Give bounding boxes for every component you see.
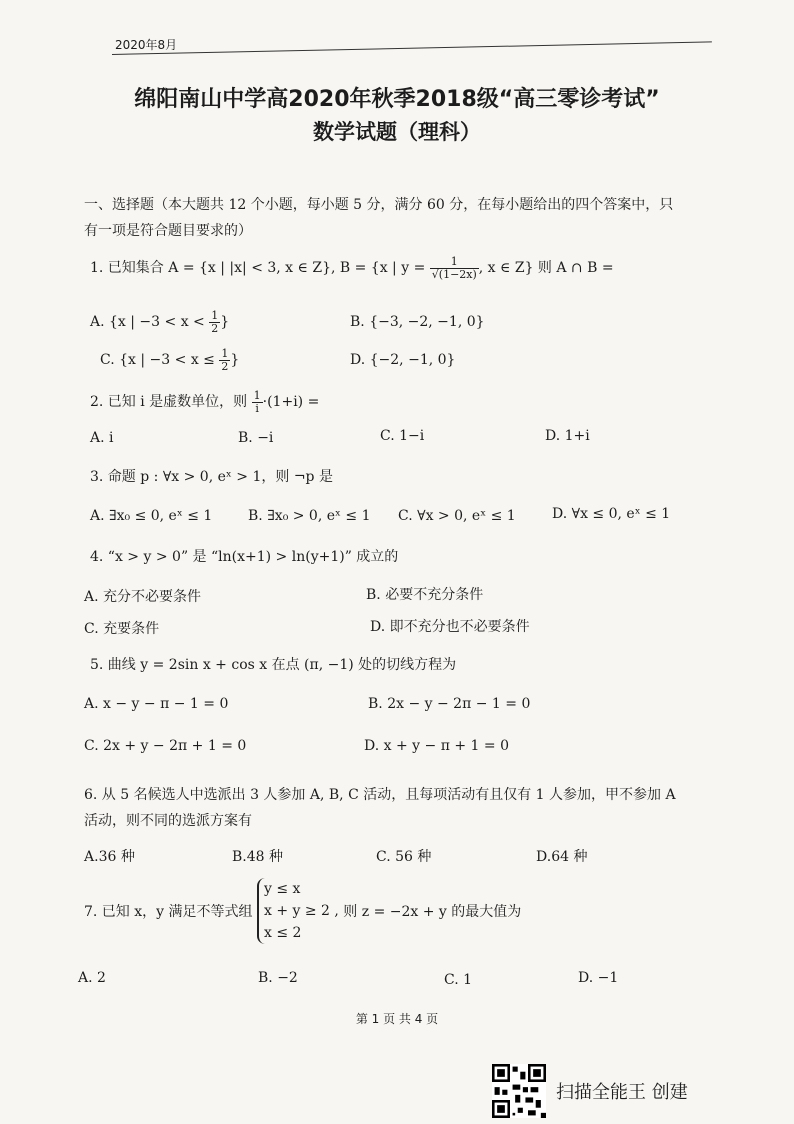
date-header: 2020年8月 bbox=[115, 38, 178, 52]
question-4-option-b: B. 必要不充分条件 bbox=[366, 587, 484, 603]
question-2-option-a: A. i bbox=[90, 430, 114, 446]
question-3-stem: 3. 命题 p : ∀x > 0, eˣ > 1，则 ¬p 是 bbox=[90, 469, 333, 485]
exam-subtitle: 数学试题（理科） bbox=[313, 120, 481, 144]
page-number: 第 1 页 共 4 页 bbox=[355, 1012, 439, 1026]
question-6-stem: 6. 从 5 名候选人中选派出 3 人参加 A, B, C 活动，且每项活动有且仅有 1 人参加，甲不参加 A bbox=[84, 787, 676, 803]
question-6-stem-cont: 活动，则不同的选派方案有 bbox=[84, 813, 252, 829]
inequality-system: y ≤ x x + y ≥ 2 , x ≤ 2 bbox=[257, 878, 339, 944]
question-1-option-a: A. {x | −3 < x < $\frac{1}{2}$ } bbox=[90, 309, 230, 335]
section-heading-cont: 有一项是符合题目要求的） bbox=[84, 223, 252, 239]
question-2-option-c: C. 1−i bbox=[380, 428, 425, 444]
question-4-option-a: A. 充分不必要条件 bbox=[84, 589, 202, 605]
question-2-option-b: B. −i bbox=[238, 430, 274, 446]
question-7-option-c: C. 1 bbox=[444, 972, 473, 988]
question-4-option-c: C. 充要条件 bbox=[84, 621, 160, 637]
question-7-option-b: B. −2 bbox=[258, 970, 298, 986]
question-3-option-b: B. ∃x₀ > 0, eˣ ≤ 1 bbox=[248, 508, 371, 524]
question-5-option-c: C. 2x + y − 2π + 1 = 0 bbox=[84, 738, 247, 754]
question-6-option-b: B.48 种 bbox=[232, 849, 284, 865]
question-3-option-c: C. ∀x > 0, eˣ ≤ 1 bbox=[398, 508, 516, 524]
question-6-option-a: A.36 种 bbox=[84, 849, 135, 865]
question-5-option-a: A. x − y − π − 1 = 0 bbox=[84, 696, 229, 712]
question-1-option-c: C. {x | −3 < x ≤ $\frac{1}{2}$ } bbox=[100, 347, 240, 373]
question-6-option-c: C. 56 种 bbox=[376, 849, 432, 865]
question-4-option-d: D. 即不充分也不必要条件 bbox=[370, 619, 530, 635]
question-7-option-a: A. 2 bbox=[78, 970, 106, 986]
question-3-option-a: A. ∃x₀ ≤ 0, eˣ ≤ 1 bbox=[90, 508, 213, 524]
exam-title: 绵阳南山中学高2020年秋季2018级“高三零诊考试” bbox=[134, 87, 660, 112]
question-7-stem: 7. 已知 x，y 满足不等式组 y ≤ x x + y ≥ 2 , x ≤ 2 则 z = −2x + y 的最大值为 bbox=[84, 878, 521, 944]
question-5-stem: 5. 曲线 y = 2sin x + cos x 在点 (π, −1) 处的切线方程为 bbox=[90, 657, 457, 673]
scanner-watermark: 扫描全能王 创建 bbox=[556, 1082, 688, 1103]
section-heading: 一、选择题（本大题共 12 个小题，每小题 5 分，满分 60 分，在每小题给出的四个答案中，只 bbox=[84, 197, 674, 213]
question-3-option-d: D. ∀x ≤ 0, eˣ ≤ 1 bbox=[552, 506, 671, 522]
qr-code-icon bbox=[492, 1064, 546, 1118]
question-2-option-d: D. 1+i bbox=[545, 428, 590, 444]
question-4-stem: 4. “x > y > 0” 是 “ln(x+1) > ln(y+1)” 成立的 bbox=[90, 549, 399, 565]
question-1-stem: 1. 已知集合 A = {x | |x| < 3, x ∈ Z}, B = {x | y = $\frac{1}{√(1-2x)}$ , x ∈ Z} 则 A ∩ B = bbox=[90, 255, 614, 281]
question-1-option-b: B. {−3, −2, −1, 0} bbox=[350, 314, 485, 330]
question-1-option-d: D. {−2, −1, 0} bbox=[350, 352, 456, 368]
question-2-stem: 2. 已知 i 是虚数单位，则 $\frac{1}{i}$ ·(1+i) = bbox=[90, 389, 320, 415]
question-7-option-d: D. −1 bbox=[578, 970, 619, 986]
header-rule bbox=[112, 41, 712, 55]
question-6-option-d: D.64 种 bbox=[536, 849, 588, 865]
question-5-option-b: B. 2x − y − 2π − 1 = 0 bbox=[368, 696, 531, 712]
question-5-option-d: D. x + y − π + 1 = 0 bbox=[364, 738, 509, 754]
